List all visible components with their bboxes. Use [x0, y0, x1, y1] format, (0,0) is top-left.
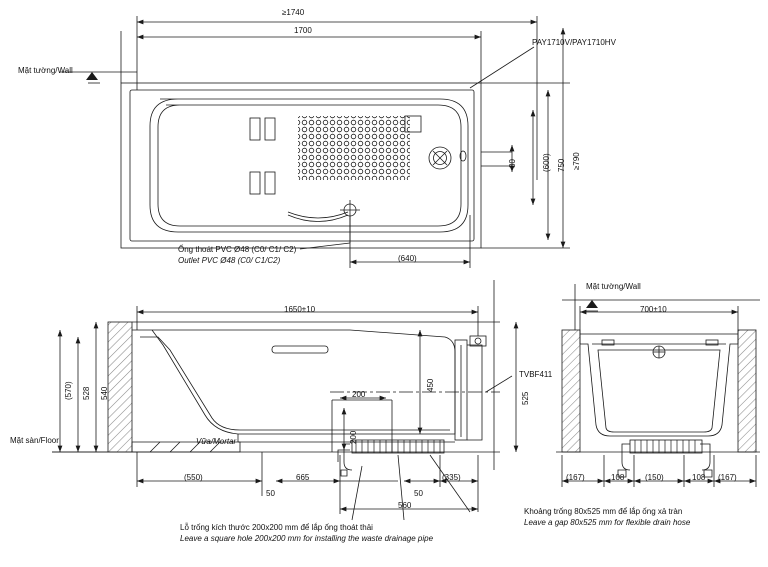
dim-side-525: 525 [521, 391, 530, 405]
dim-end-150: (150) [645, 473, 664, 482]
label-wall-top: Mặt tường/Wall [18, 66, 73, 75]
dim-side-665: 665 [296, 473, 310, 482]
note-hole-vn: Lỗ trống kích thước 200x200 mm để lắp ống thoát thải [180, 523, 373, 532]
label-outlet-en: Outlet PVC Ø48 (C0/ C1/C2) [178, 256, 281, 265]
dim-side-550: (550) [184, 473, 203, 482]
label-outlet-vn: Ống thoát PVC Ø48 (C0/ C1/ C2) [178, 245, 297, 254]
dim-hole-200-v: 200 [349, 430, 358, 444]
dim-top-790: ≥790 [572, 152, 581, 170]
dim-end-700: 700±10 [640, 305, 667, 314]
dim-end-167b: (167) [718, 473, 737, 482]
label-tvbf411: TVBF411 [519, 370, 553, 379]
dim-top-640: (640) [398, 254, 417, 263]
dim-end-108a: 108 [611, 473, 625, 482]
dim-end-167a: (167) [566, 473, 585, 482]
label-floor: Mặt sàn/Floor [10, 436, 59, 445]
dim-top-1700: 1700 [294, 26, 312, 35]
dim-side-50b: 50 [414, 489, 423, 498]
label-wall-right: Mặt tường/Wall [586, 282, 641, 291]
label-model: PAY1710V/PAY1710HV [532, 38, 616, 47]
dim-side-335: (335) [442, 473, 461, 482]
label-mortar: Vữa/Mortar [196, 437, 237, 446]
dim-top-750: 750 [557, 158, 566, 172]
dim-side-50a: 50 [266, 489, 275, 498]
dim-side-450: 450 [426, 378, 435, 392]
dim-side-560: 560 [398, 501, 412, 510]
note-gap-en: Leave a gap 80x525 mm for flexible drain hose [524, 518, 691, 527]
dim-side-570: (570) [64, 381, 73, 400]
note-gap-vn: Khoảng trống 80x525 mm để lắp ống xả tràn [524, 507, 683, 516]
dim-side-540: 540 [100, 386, 109, 400]
dim-top-overall: ≥1740 [282, 8, 305, 17]
dim-side-528: 528 [82, 386, 91, 400]
dim-top-600: (600) [542, 153, 551, 172]
dim-hole-200-h: 200 [352, 390, 366, 399]
dim-top-80: 80 [508, 159, 517, 168]
dim-side-1650: 1650±10 [284, 305, 316, 314]
dim-end-108b: 108 [692, 473, 706, 482]
note-hole-en: Leave a square hole 200x200 mm for installing the waste drainage pipe [180, 534, 434, 543]
